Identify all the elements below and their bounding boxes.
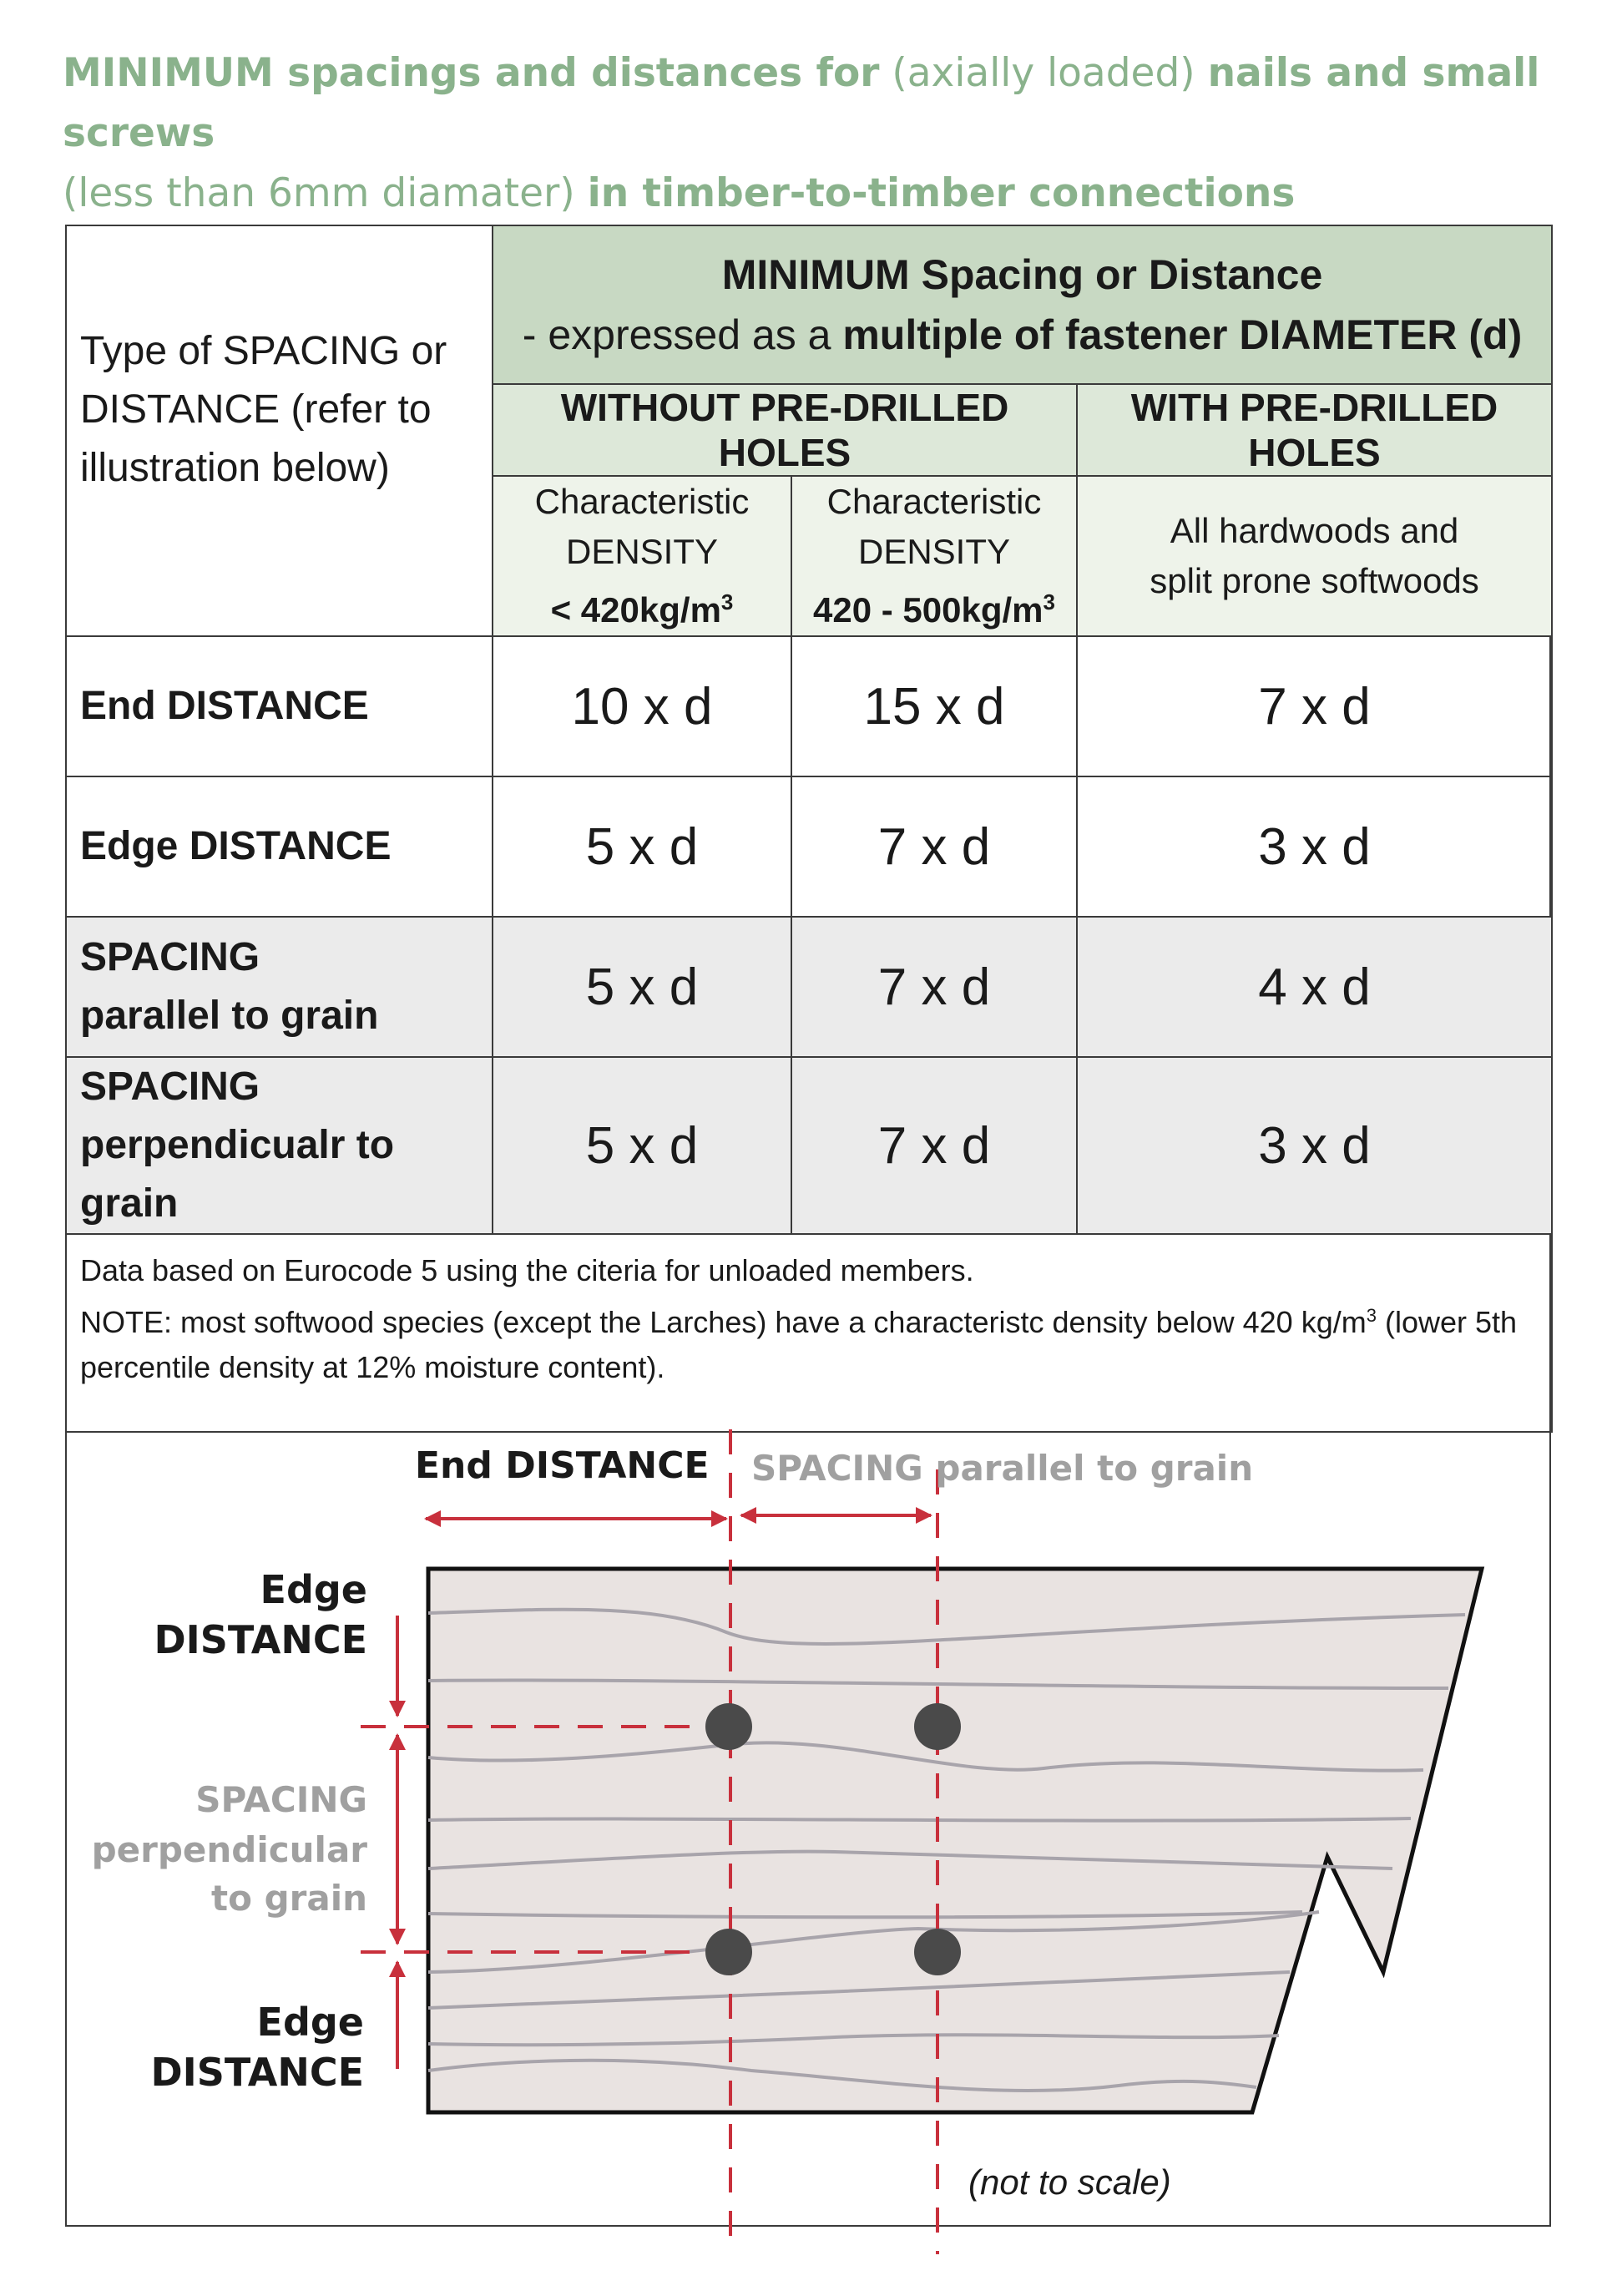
- edge-distance-bottom-label-1: Edge: [256, 2000, 364, 2045]
- density-low-header: Characteristic DENSITY < $420kg/m^3$: [493, 476, 791, 636]
- row-label: End DISTANCE: [66, 636, 493, 776]
- value-cell: 7 x d: [791, 917, 1077, 1057]
- end-distance-label: End DISTANCE: [415, 1444, 710, 1487]
- spacing-perpendicular-label-3: to grain: [211, 1878, 367, 1919]
- minimum-header-cell: MINIMUM Spacing or Distance - expressed as a multiple of fastener DIAMETER (d): [493, 225, 1552, 384]
- value-cell: 7 x d: [791, 1057, 1077, 1234]
- value-cell: 5 x d: [493, 776, 791, 917]
- fastener-icon: [914, 1929, 961, 1975]
- edge-distance-top-label-2: DISTANCE: [154, 1617, 367, 1662]
- value-cell: 5 x d: [493, 917, 791, 1057]
- title-line-2: (less than 6mm diamater) in timber-to-timber connections: [63, 170, 1296, 216]
- value-cell: 7 x d: [1077, 636, 1552, 776]
- data-note: Data based on Eurocode 5 using the citeria for unloaded members. NOTE: most softwood species (except the Larches) have a characteristc density below 420 $kg/m^3$ (lower 5th percentile density at 12% moisture content).: [66, 1234, 1552, 1432]
- row-label: SPACING perpendicualr to grain: [66, 1057, 493, 1234]
- predrilled-species-header: All hardwoods and split prone softwoods: [1077, 476, 1552, 636]
- fastener-icon: [705, 1703, 752, 1750]
- edge-distance-bottom-label-2: DISTANCE: [150, 2050, 364, 2095]
- density-mid-header: Characteristic DENSITY $420 - 500kg/m^3$: [791, 476, 1077, 636]
- edge-distance-top-label-1: Edge: [260, 1567, 367, 1612]
- value-cell: 5 x d: [493, 1057, 791, 1234]
- not-to-scale-note: (not to scale): [968, 2162, 1171, 2202]
- value-cell: 3 x d: [1077, 776, 1552, 917]
- value-cell: 15 x d: [791, 636, 1077, 776]
- spacing-perpendicular-label-2: perpendicular: [91, 1829, 367, 1870]
- group-with-predrilled: WITH PRE-DRILLED HOLES: [1077, 384, 1552, 476]
- timber-member: [428, 1569, 1482, 2112]
- row-label: Edge DISTANCE: [66, 776, 493, 917]
- group-without-predrilled: WITHOUT PRE-DRILLED HOLES: [493, 384, 1077, 476]
- row-label: SPACING parallel to grain: [66, 917, 493, 1057]
- value-cell: 4 x d: [1077, 917, 1552, 1057]
- value-cell: 10 x d: [493, 636, 791, 776]
- fastener-icon: [705, 1929, 752, 1975]
- fastener-icon: [914, 1703, 961, 1750]
- value-cell: 3 x d: [1077, 1057, 1552, 1234]
- value-cell: 7 x d: [791, 776, 1077, 917]
- spacing-parallel-label: SPACING parallel to grain: [751, 1448, 1254, 1489]
- title-line-1: MINIMUM spacings and distances for (axially loaded) nails and small screws: [63, 50, 1540, 156]
- spacing-perpendicular-label-1: SPACING: [195, 1779, 367, 1820]
- type-header-cell: Type of SPACING or DISTANCE (refer to illustration below): [66, 225, 493, 636]
